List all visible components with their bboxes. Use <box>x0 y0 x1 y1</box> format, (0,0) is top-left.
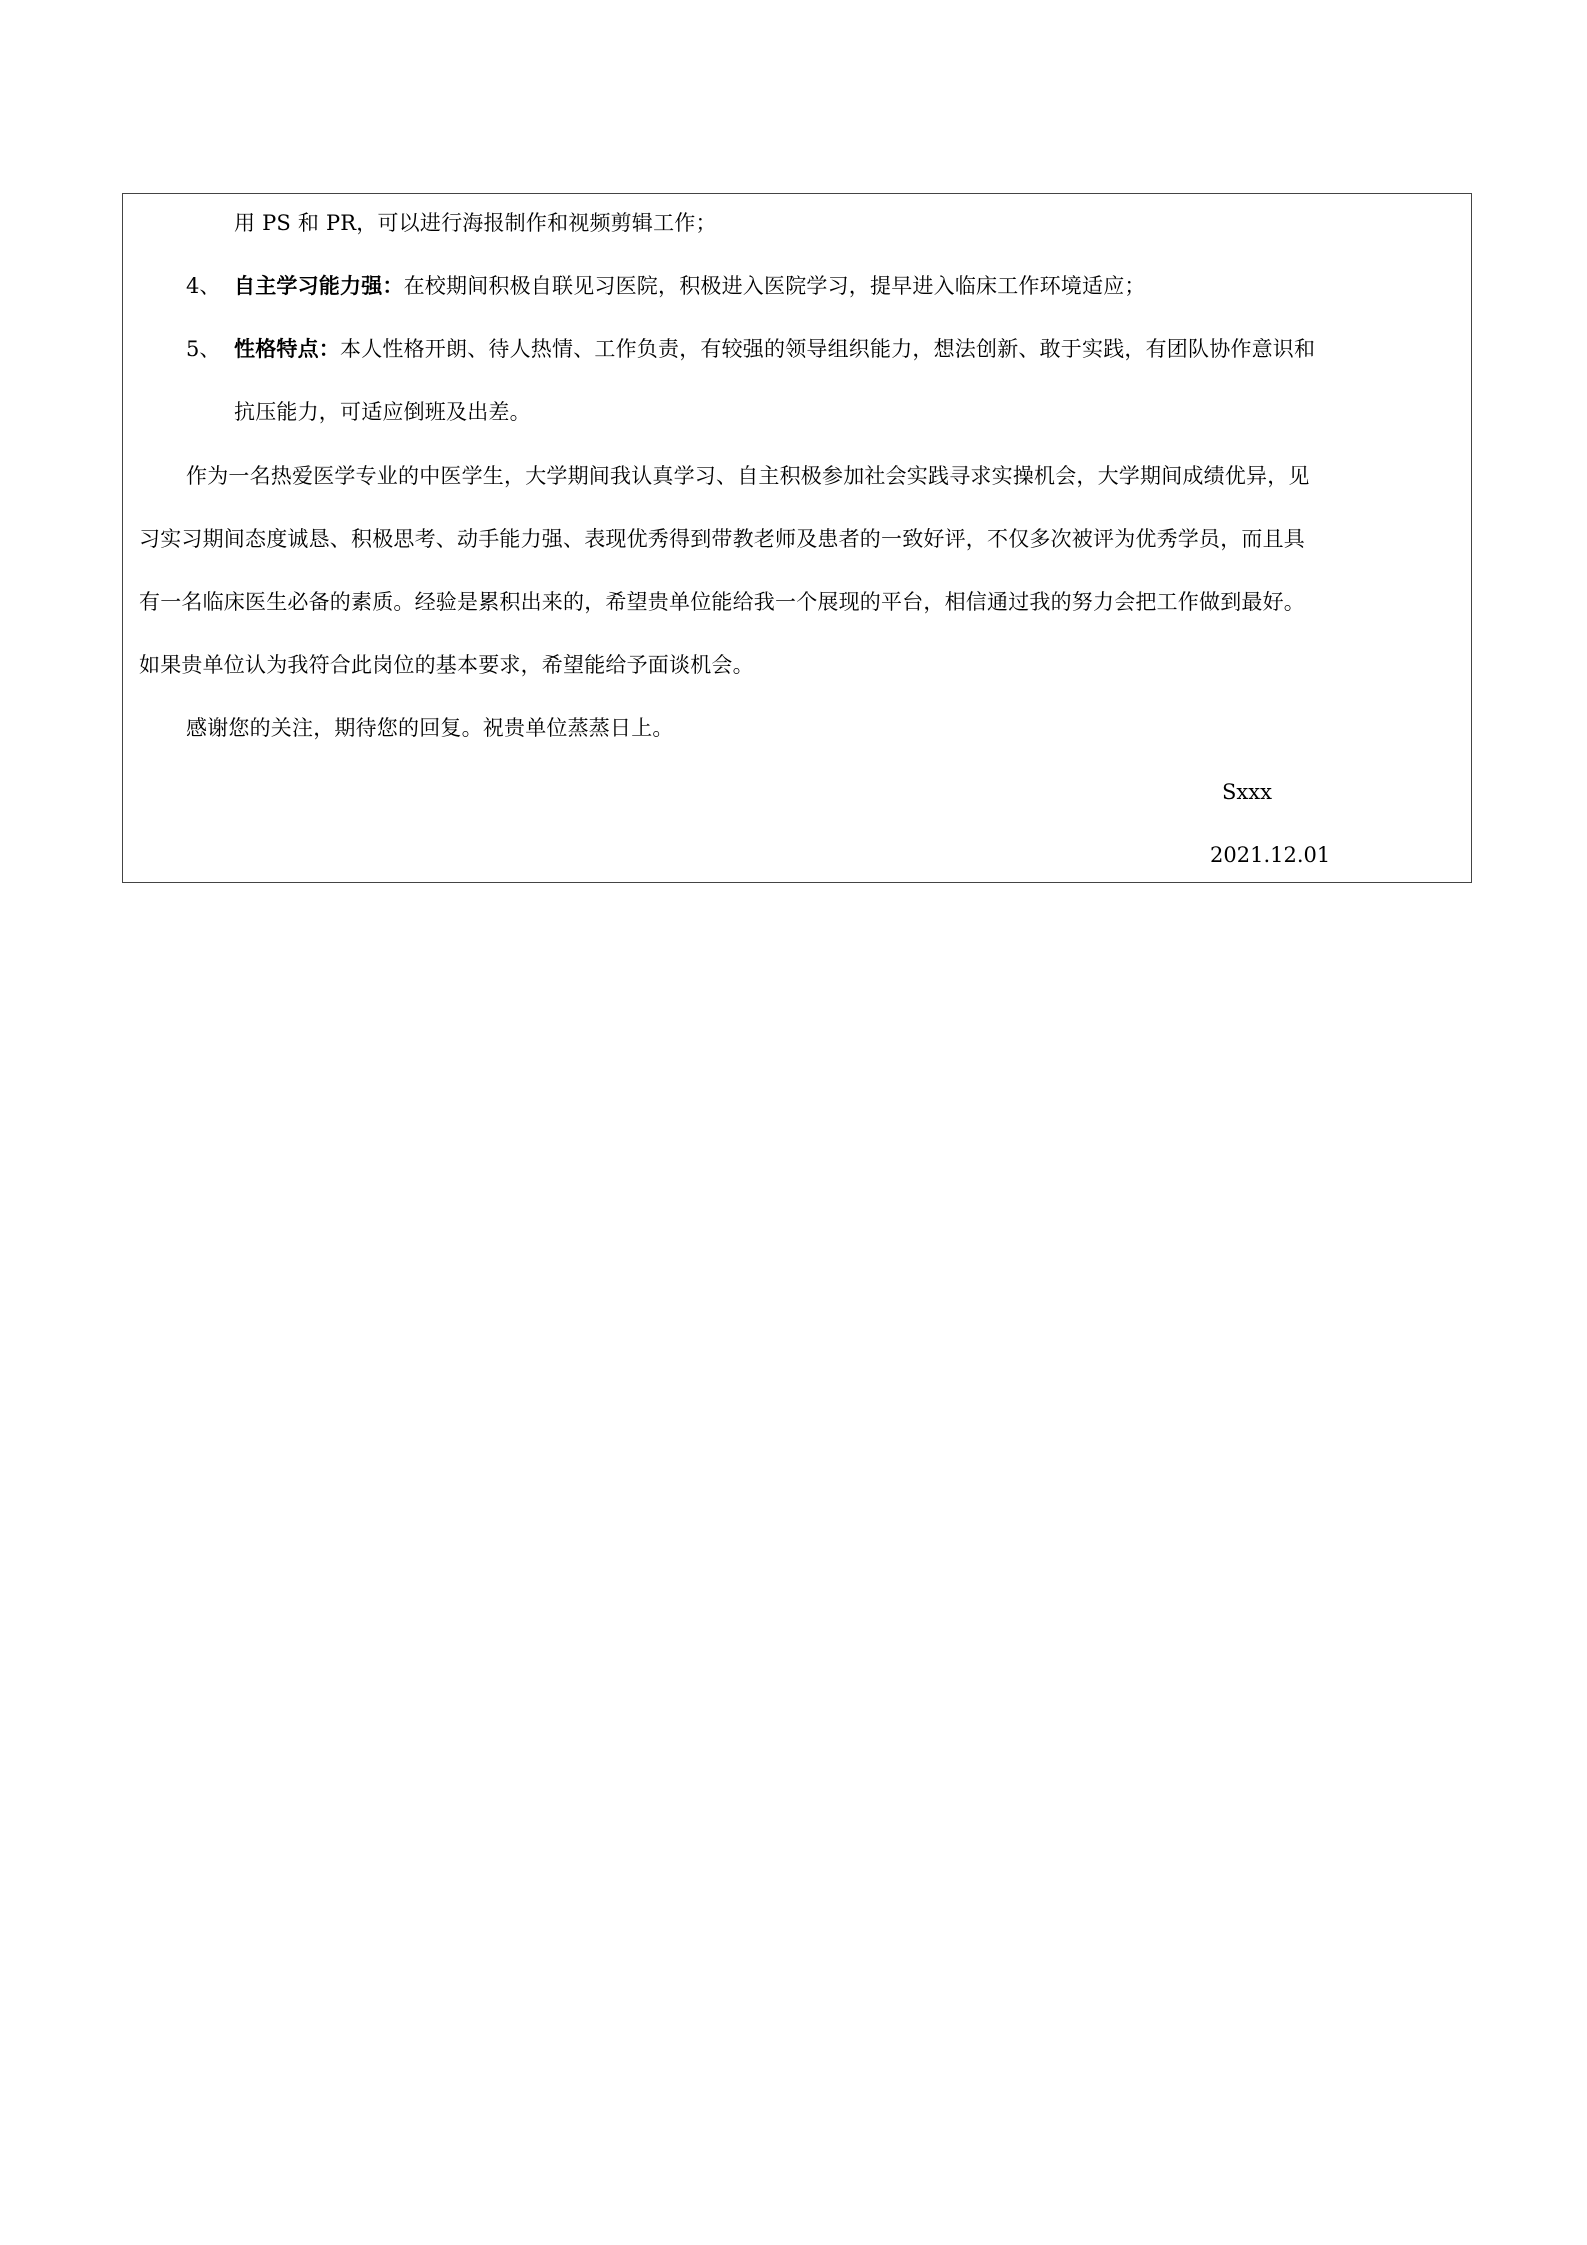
paragraph-line-3: 有一名临床医生必备的素质。经验是累积出来的，希望贵单位能给我一个展现的平台，相信通过我的努力会把工作做到最好。 <box>139 590 1305 614</box>
item-5-number: 5、 <box>186 337 221 361</box>
date: 2021.12.01 <box>1210 843 1331 867</box>
item-5-continuation-line: 抗压能力，可适应倒班及出差。 <box>234 400 531 424</box>
paragraph-line-2: 习实习期间态度诚恳、积极思考、动手能力强、表现优秀得到带教老师及患者的一致好评，不仅多次被评为优秀学员，而且具 <box>139 527 1305 551</box>
item-5-body: 本人性格开朗、待人热情、工作负责，有较强的领导组织能力，想法创新、敢于实践，有团队协作意识和 <box>340 337 1316 361</box>
paragraph-line-4: 如果贵单位认为我符合此岗位的基本要求，希望能给予面谈机会。 <box>139 653 754 677</box>
paragraph-line-1: 作为一名热爱医学专业的中医学生，大学期间我认真学习、自主积极参加社会实践寻求实操机会，大学期间成绩优异，见 <box>186 464 1310 488</box>
closing-line: 感谢您的关注，期待您的回复。祝贵单位蒸蒸日上。 <box>186 716 674 740</box>
item-5-heading: 性格特点： <box>234 336 340 361</box>
item-4-heading: 自主学习能力强： <box>234 273 404 298</box>
signature: Sxxx <box>1222 780 1272 804</box>
item-4-number: 4、 <box>186 274 221 298</box>
skills-continuation-line: 用 PS 和 PR，可以进行海报制作和视频剪辑工作； <box>234 211 717 235</box>
item-4-text <box>234 271 1146 301</box>
item-4-body: 在校期间积极自联见习医院，积极进入医院学习，提早进入临床工作环境适应； <box>403 274 1146 298</box>
item-5-text <box>234 334 1315 364</box>
